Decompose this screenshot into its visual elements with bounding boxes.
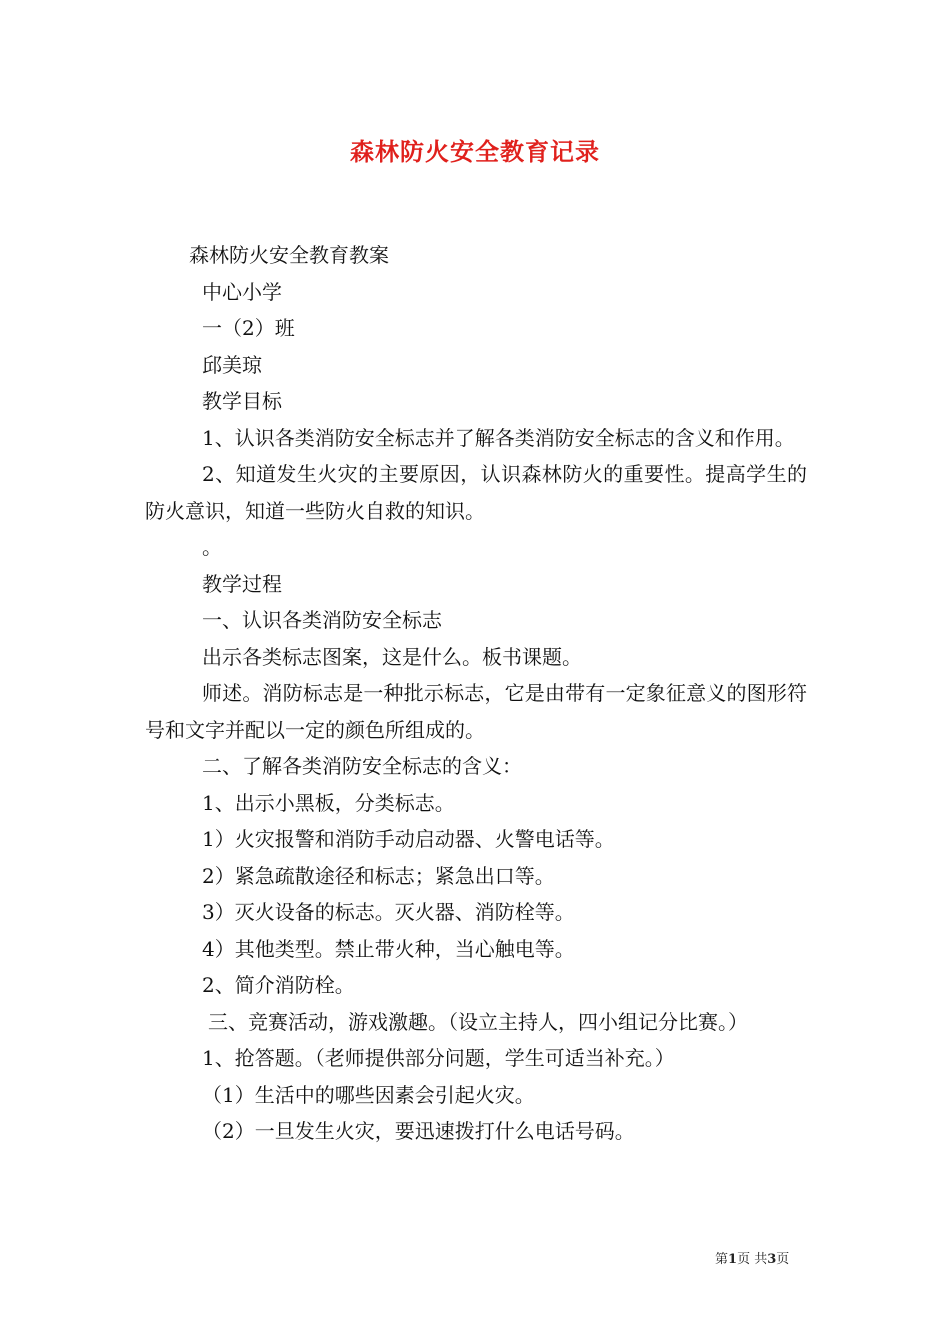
paragraph: 师述。消防标志是一种批示标志，它是由带有一定象征意义的图形符号和文字并配以一定的颜色所组成的。 bbox=[145, 681, 807, 742]
paragraph: 三、竞赛活动，游戏激趣。（设立主持人，四小组记分比赛。） bbox=[208, 1009, 748, 1034]
footer-prefix: 第 bbox=[715, 1252, 729, 1267]
paragraph: 1、认识各类消防安全标志并了解各类消防安全标志的含义和作用。 bbox=[202, 425, 795, 450]
paragraph: 一（2）班 bbox=[202, 316, 295, 340]
paragraph: 1）火灾报警和消防手动启动器、火警电话等。 bbox=[202, 827, 615, 851]
paragraph: 2、知道发生火灾的主要原因，认识森林防火的重要性。提高学生的防火意识，知道一些防火自救的知识。 bbox=[145, 462, 807, 523]
footer-suffix: 页 bbox=[776, 1252, 790, 1267]
paragraph: 1、出示小黑板，分类标志。 bbox=[202, 790, 455, 815]
paragraph: 2）紧急疏散途径和标志；紧急出口等。 bbox=[202, 863, 555, 888]
paragraph: 森林防火安全教育教案 bbox=[189, 243, 389, 267]
paragraph: 中心小学 bbox=[202, 279, 282, 304]
paragraph: 二、了解各类消防安全标志的含义： bbox=[202, 754, 522, 778]
paragraph: （2）一旦发生火灾，要迅速拨打什么电话号码。 bbox=[202, 1119, 635, 1143]
paragraph: 2、简介消防栓。 bbox=[202, 973, 355, 997]
footer-middle: 页 共 bbox=[737, 1252, 768, 1267]
paragraph: 一、认识各类消防安全标志 bbox=[202, 608, 442, 632]
paragraph: 出示各类标志图案，这是什么。板书课题。 bbox=[202, 644, 582, 669]
document-title: 森林防火安全教育记录 bbox=[350, 137, 600, 166]
paragraph: 1、抢答题。（老师提供部分问题，学生可适当补充。） bbox=[202, 1046, 675, 1070]
paragraph: 。 bbox=[202, 535, 222, 559]
document-body bbox=[145, 237, 807, 1150]
page-footer bbox=[715, 1248, 835, 1267]
paragraph: （1）生活中的哪些因素会引起火灾。 bbox=[202, 1082, 535, 1107]
footer-current-page: 1 bbox=[728, 1252, 738, 1267]
paragraph: 教学目标 bbox=[202, 389, 282, 413]
paragraph: 邱美琼 bbox=[202, 352, 262, 377]
footer-total-pages: 3 bbox=[767, 1252, 777, 1267]
paragraph: 4）其他类型。禁止带火种，当心触电等。 bbox=[202, 936, 575, 961]
paragraph: 教学过程 bbox=[202, 571, 282, 596]
paragraph: 3）灭火设备的标志。灭火器、消防栓等。 bbox=[202, 900, 575, 924]
